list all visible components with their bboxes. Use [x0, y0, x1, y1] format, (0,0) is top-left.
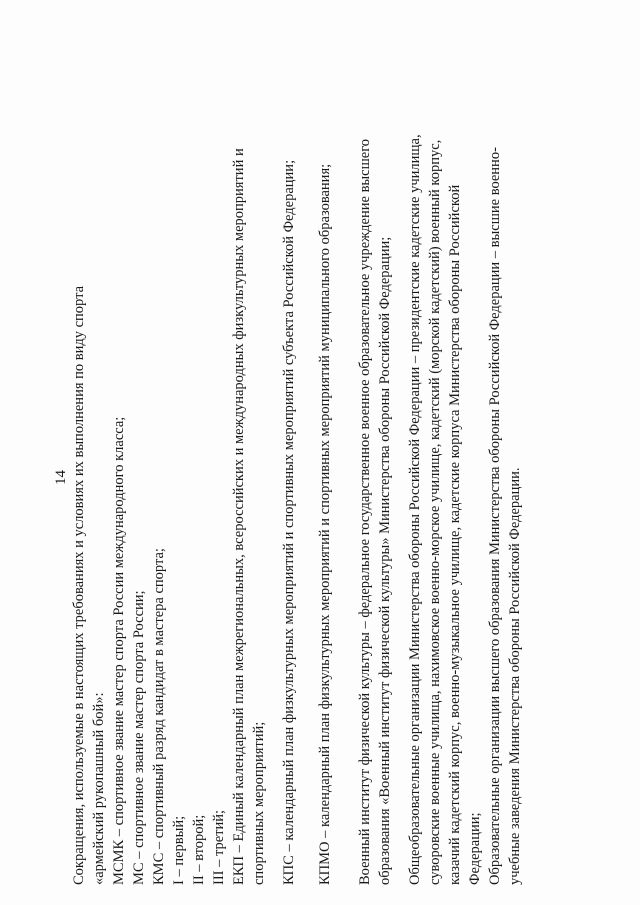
text-line: КМС – спортивный разряд кандидат в мастера спорта;	[151, 548, 167, 885]
text-line: МС – спортивное звание мастер спорта России;	[131, 590, 147, 885]
page-number: 14	[53, 470, 69, 485]
text-line: КПМО – календарный план физкультурных мероприятий и спортивных мероприятий муниципального образования;	[317, 163, 333, 885]
text-line: II – второй;	[191, 814, 207, 885]
text-line: Федерации;	[467, 812, 483, 885]
text-line: суворовские военные училища, нахимовское военно-морское училище, кадетский (морской кадетский) военный корпус,	[427, 139, 443, 885]
text-line: «армейский рукопашный бой»:	[91, 692, 107, 885]
text-line: Общеобразовательные организации Министерства обороны Российской Федерации – президентские кадетские училища,	[407, 134, 423, 885]
text-line: КПС – календарный план физкультурных мероприятий и спортивных мероприятий субъекта Российской Федерации;	[281, 159, 297, 885]
text-line: Военный институт физической культуры – федеральное государственное военное образовательное учреждение высшего	[357, 138, 373, 885]
text-line: Образовательные организации высшего образования Министерства обороны Российской Федерации – высшие военно-	[487, 147, 503, 885]
rotated-text-block	[50, 15, 523, 895]
text-line: учебные заведения Министерства обороны Российской Федерации.	[507, 467, 523, 885]
text-line: спортивных мероприятий;	[251, 721, 267, 885]
text-line: образования «Военный институт физической культуры» Министерства обороны Российской Федерации;	[377, 236, 393, 885]
text-line: ЕКП – Единый календарный план межрегиональных, всероссийских и международных физкультурных мероприятий и	[231, 148, 247, 885]
text-line: МСМК – спортивное звание мастер спорта России международного класса;	[111, 416, 127, 885]
text-line: казачий кадетский корпус, военно-музыкальное училище, кадетские корпуса Министерства обороны Российской	[447, 184, 463, 885]
text-line: Сокращения, используемые в настоящих требованиях и условиях их выполнения по виду спорта	[71, 285, 87, 885]
text-line: I – первый;	[171, 815, 187, 885]
text-line: III – третий;	[211, 809, 227, 885]
